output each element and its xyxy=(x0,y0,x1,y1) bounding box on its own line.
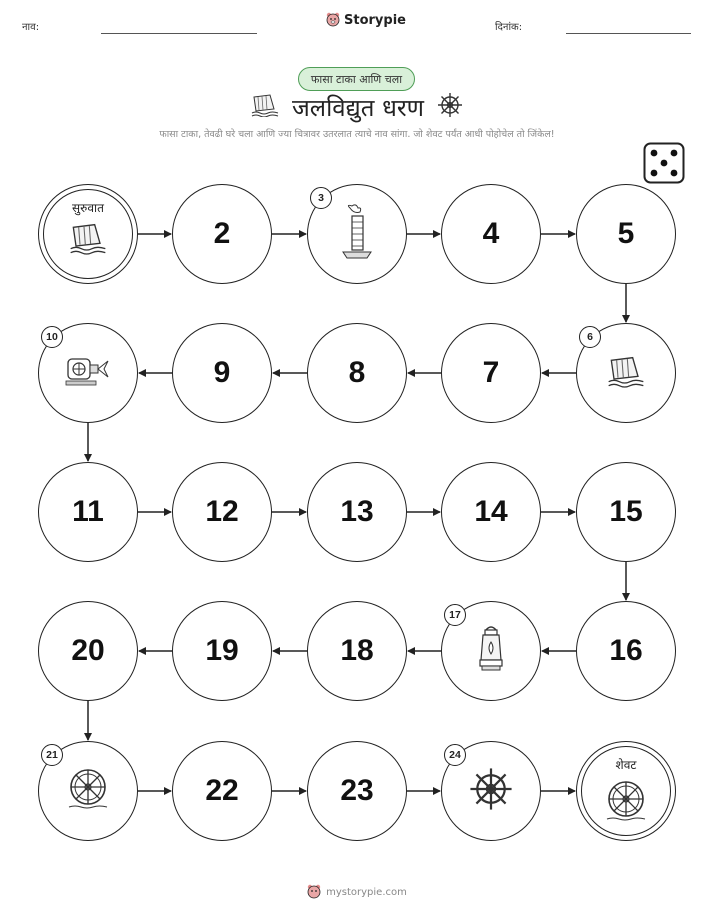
cell-number: 2 xyxy=(213,217,231,250)
chimney-icon xyxy=(340,204,374,264)
brand-name: Storypie xyxy=(344,12,406,28)
instructions-text: फासा टाका, तेवढी घरे चला आणि ज्या चित्रावर उतरलात त्याचे नाव सांगा. जो शेवट पर्यंत आधी पोहोचेल तो जिंकेल! xyxy=(159,129,555,140)
dam-icon xyxy=(606,354,646,392)
cell-number: 14 xyxy=(474,495,508,528)
board-cell-12 xyxy=(172,462,272,562)
cell-number-badge: 24 xyxy=(444,744,466,766)
start-label: सुरुवात xyxy=(72,201,104,215)
water-wheel-icon xyxy=(603,778,649,828)
cell-number-badge: 17 xyxy=(444,604,466,626)
board-cell-2 xyxy=(172,184,272,284)
name-label: नाव: xyxy=(22,22,40,33)
board-cell-start xyxy=(38,184,138,284)
cell-number: 8 xyxy=(348,356,366,389)
board-cell-20 xyxy=(38,601,138,701)
board-cell-15 xyxy=(576,462,676,562)
water-wheel-icon xyxy=(65,766,111,816)
board-cell-4 xyxy=(441,184,541,284)
cell-number: 7 xyxy=(482,356,500,389)
board-cell-16 xyxy=(576,601,676,701)
cell-number: 13 xyxy=(340,495,374,528)
cell-number-badge: 21 xyxy=(41,744,63,766)
dam-icon xyxy=(68,221,108,259)
cell-number: 23 xyxy=(340,774,374,807)
lantern-icon xyxy=(476,624,506,678)
page-title: जलविद्युत धरण xyxy=(292,93,424,122)
board-cell-7 xyxy=(441,323,541,423)
cell-number: 19 xyxy=(205,634,239,667)
cell-number: 9 xyxy=(213,356,231,389)
board-cell-5 xyxy=(576,184,676,284)
board-cell-end xyxy=(576,741,676,841)
date-label: दिनांक: xyxy=(495,22,523,33)
footer xyxy=(0,884,714,900)
cell-number: 15 xyxy=(609,495,643,528)
storypie-mascot-icon xyxy=(307,884,321,900)
end-label: शेवट xyxy=(615,758,637,772)
board-cell-9 xyxy=(172,323,272,423)
board-cell-11 xyxy=(38,462,138,562)
cell-number: 22 xyxy=(205,774,239,807)
cell-number: 18 xyxy=(340,634,374,667)
game-type-badge: फासा टाका आणि चला xyxy=(298,67,415,91)
board-cell-14 xyxy=(441,462,541,562)
cell-number: 5 xyxy=(617,217,635,250)
board-cell-8 xyxy=(307,323,407,423)
cell-number-badge: 3 xyxy=(310,187,332,209)
board-cell-19 xyxy=(172,601,272,701)
board-cell-22 xyxy=(172,741,272,841)
board-cell-13 xyxy=(307,462,407,562)
board-cell-18 xyxy=(307,601,407,701)
cell-number-badge: 6 xyxy=(579,326,601,348)
cell-number: 4 xyxy=(482,217,500,250)
cell-number: 12 xyxy=(205,495,239,528)
cell-number: 20 xyxy=(71,634,105,667)
board-cell-23 xyxy=(307,741,407,841)
ship-wheel-icon xyxy=(467,765,515,817)
cell-number-badge: 10 xyxy=(41,326,63,348)
cell-number: 16 xyxy=(609,634,643,667)
cell-number: 11 xyxy=(72,495,104,528)
footer-url: mystorypie.com xyxy=(326,886,407,898)
turbine-generator-icon xyxy=(64,353,112,393)
